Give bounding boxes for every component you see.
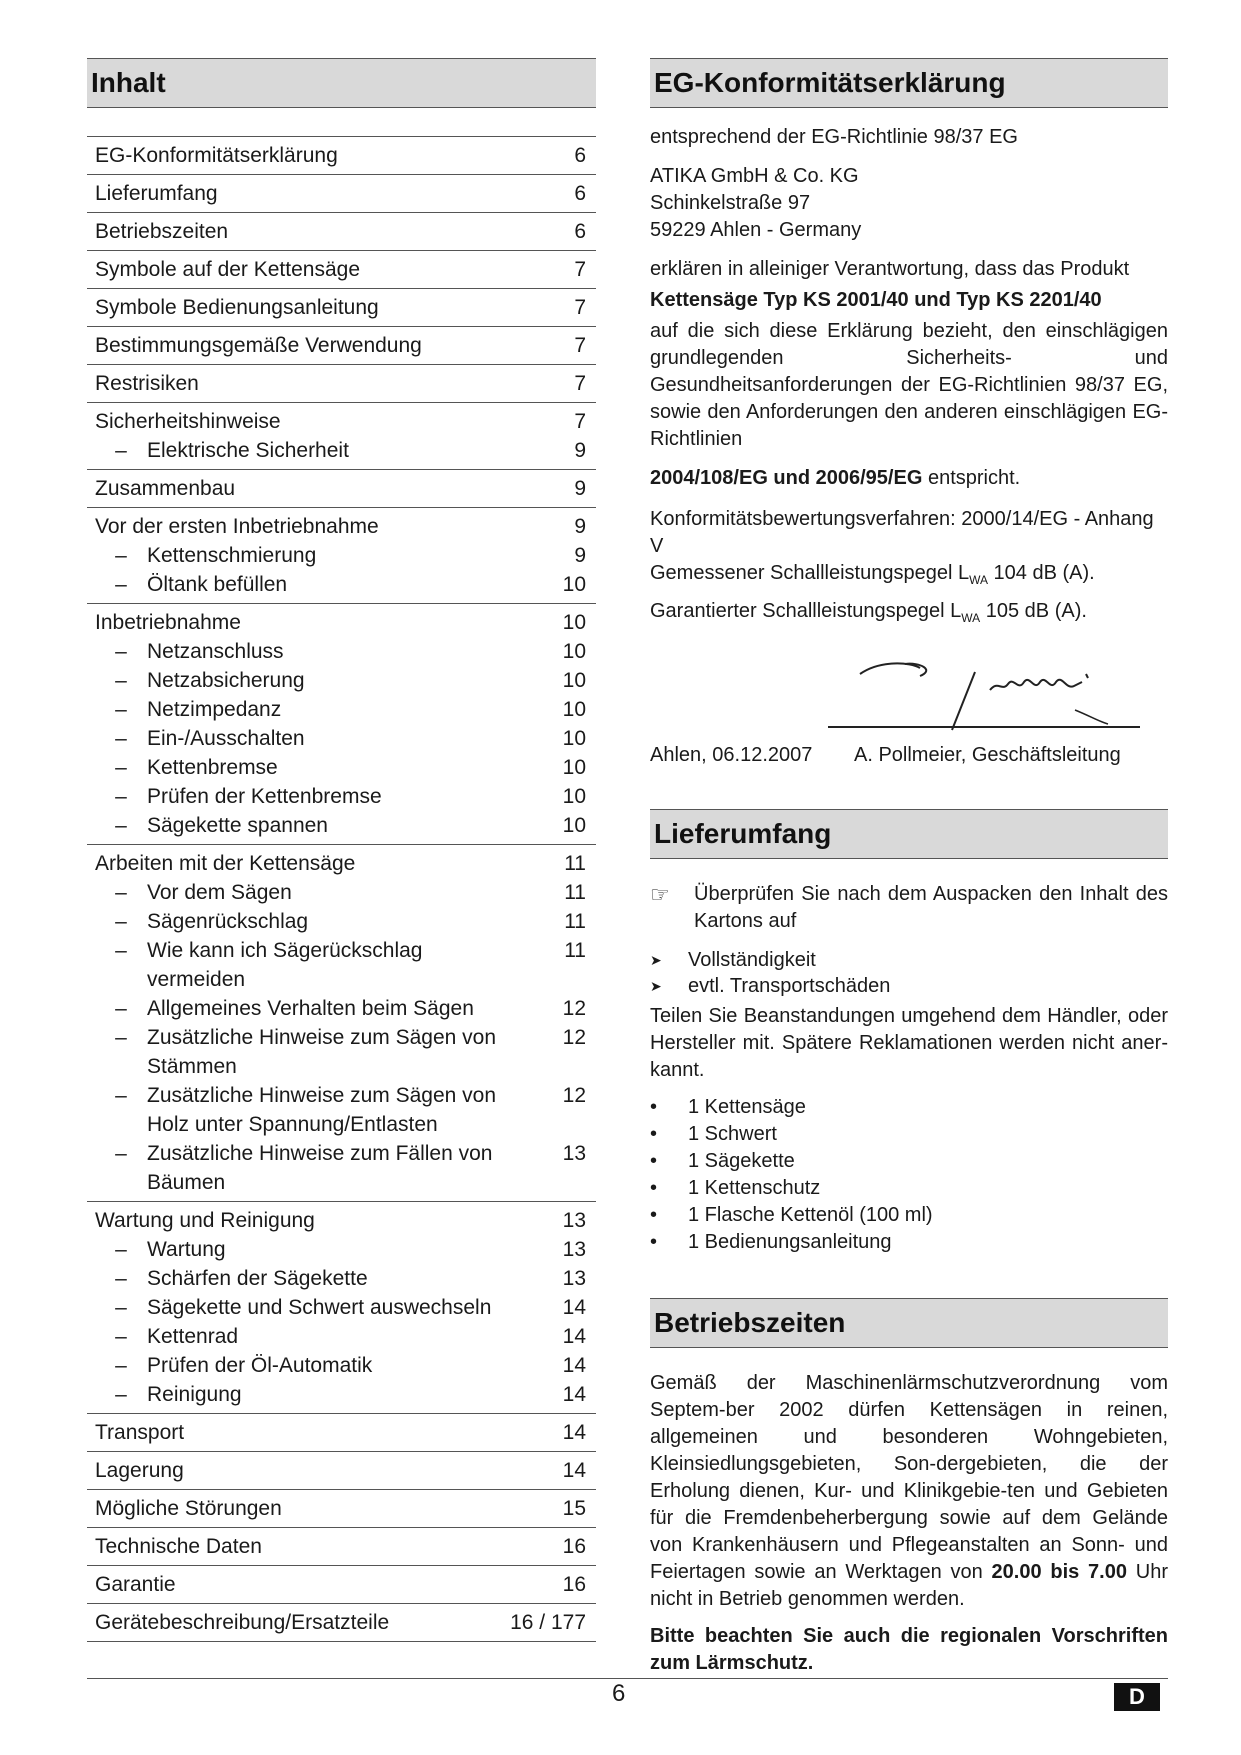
toc-group (87, 327, 596, 365)
toc-subentry-page: 11 (564, 881, 586, 904)
list-item (650, 1148, 1168, 1175)
dash-icon: – (115, 727, 127, 750)
toc-subentry-label: Sägenrückschlag (147, 910, 309, 933)
toc-subentry-page: 11 (564, 939, 586, 962)
toc-entry-label: Transport (95, 1421, 185, 1444)
place-date: Ahlen, 06.12.2007 (650, 744, 813, 766)
list-item-label: 1 Bedienungsanleitung (688, 1231, 892, 1253)
toc-subentry-label: Prüfen der Kettenbremse (147, 785, 382, 808)
toc-subentry-label: Kettenrad (147, 1325, 239, 1348)
toc-group (87, 1202, 596, 1414)
toc-entry-label: Arbeiten mit der Kettensäge (95, 852, 356, 875)
betrieb-heading: Betriebszeiten (650, 1298, 1168, 1348)
arrow-bullet-icon: ➤ (650, 978, 662, 994)
toc-entry-label: Symbole Bedienungsanleitung (95, 296, 379, 319)
toc-entry-label: Restrisiken (95, 372, 199, 395)
liefer-section (650, 881, 1168, 1256)
toc-entry-page: 13 (562, 1209, 586, 1232)
eg-guaranteed: Garantierter Schallleistungspegel $L_{WA}$ 105 dB (A). (650, 600, 1087, 625)
toc-group (87, 604, 596, 845)
list-item (650, 1229, 1168, 1256)
toc-subentry[interactable] (95, 878, 596, 907)
toc-subentry[interactable] (95, 1081, 596, 1139)
toc-entry-label: Symbole auf der Kettensäge (95, 258, 361, 281)
dash-icon: – (115, 439, 127, 462)
toc-entry-page: 7 (574, 372, 586, 395)
toc-subentry-label: Wartung (147, 1238, 226, 1261)
toc-entry-page: 9 (574, 477, 586, 500)
dash-icon: – (115, 1142, 127, 1165)
toc-heading: Inhalt (87, 58, 596, 108)
toc-group (87, 508, 596, 604)
toc-entry-label: Garantie (95, 1573, 176, 1596)
dash-icon: – (115, 1354, 127, 1377)
toc-subentry-page: 10 (562, 814, 586, 837)
toc-subentry[interactable] (95, 1139, 596, 1197)
toc-subentry[interactable] (95, 1293, 596, 1322)
toc-subentry-page: 13 (562, 1142, 586, 1165)
toc-entry-label: Inbetriebnahme (95, 611, 241, 634)
toc-group (87, 1490, 596, 1528)
dash-icon: – (115, 698, 127, 721)
toc-entry[interactable] (95, 217, 596, 246)
toc-entry-label: Wartung und Reinigung (95, 1209, 315, 1232)
toc-entry-label: Lieferumfang (95, 182, 218, 205)
toc-entry-label: Sicherheitshinweise (95, 410, 281, 433)
dash-icon: – (115, 544, 127, 567)
toc-entry-page: 16 (562, 1535, 586, 1558)
toc-group (87, 1452, 596, 1490)
toc-entry-page: 7 (574, 334, 586, 357)
toc-entry-page: 6 (574, 144, 586, 167)
toc-subentry-label: Zusätzliche Hinweise zum Sägen von Stämmen (147, 1026, 497, 1078)
toc-subentry[interactable] (95, 994, 596, 1023)
toc-entry-page: 6 (574, 220, 586, 243)
toc-subentry[interactable] (95, 1023, 596, 1081)
eg-street: Schinkelstraße 97 (650, 192, 811, 214)
list-item (650, 1175, 1168, 1202)
language-badge: D (1114, 1683, 1160, 1711)
eg-city: 59229 Ahlen - Germany (650, 219, 862, 241)
toc-subentry-page: 12 (562, 1026, 586, 1049)
dash-icon: – (115, 1238, 127, 1261)
toc-subentry-page: 14 (562, 1325, 586, 1348)
toc-subentry-label: Vor dem Sägen (147, 881, 292, 904)
eg-procedure: Konformitätsbewertungsverfahren: 2000/14/EG - Anhang V (650, 508, 1154, 557)
betrieb-section (650, 1370, 1168, 1677)
toc-group (87, 365, 596, 403)
toc-entry-page: 7 (574, 410, 586, 433)
dash-icon: – (115, 1026, 127, 1049)
page-number: 6 (612, 1680, 626, 1707)
toc-entry[interactable] (95, 608, 596, 637)
eg-section (650, 124, 1168, 769)
signature-icon (850, 652, 1140, 732)
toc-subentry[interactable] (95, 436, 596, 465)
toc-entry-label: Bestimmungsgemäße Verwendung (95, 334, 422, 357)
toc-group (87, 470, 596, 508)
toc-column (87, 58, 596, 1642)
toc-entry[interactable] (95, 1570, 596, 1599)
check-item-label: Vollständigkeit (688, 949, 816, 971)
toc-entry-label: Lagerung (95, 1459, 184, 1482)
toc-entry[interactable] (95, 849, 596, 878)
toc-subentry-label: Netzimpedanz (147, 698, 282, 721)
toc-entry-page: 7 (574, 258, 586, 281)
toc-subentry[interactable] (95, 1264, 596, 1293)
toc-subentry[interactable] (95, 695, 596, 724)
toc-group (87, 213, 596, 251)
toc-subentry-page: 14 (562, 1354, 586, 1377)
eg-directives: 2004/108/EG und 2006/95/EG entspricht. (650, 467, 1021, 489)
dash-icon: – (115, 1267, 127, 1290)
toc-subentry[interactable] (95, 1351, 596, 1380)
toc-subentry-page: 14 (562, 1296, 586, 1319)
toc-entry-page: 11 (564, 852, 586, 875)
betrieb-note: Bitte beachten Sie auch die regionalen Vorschriften zum Lärmschutz. (650, 1625, 1168, 1674)
toc-subentry-label: Öltank befüllen (147, 573, 288, 596)
toc-entry-page: 15 (562, 1497, 586, 1520)
toc-subentry-page: 12 (562, 1084, 586, 1107)
eg-product: Kettensäge Typ KS 2001/40 und Typ KS 2201/40 (650, 289, 1102, 311)
dash-icon: – (115, 939, 127, 962)
signature-line (828, 726, 1140, 728)
toc-entry-label: Mögliche Störungen (95, 1497, 282, 1520)
list-item-label: 1 Sägekette (688, 1150, 795, 1172)
toc-entry-page: 6 (574, 182, 586, 205)
eg-directive: entsprechend der EG-Richtlinie 98/37 EG (650, 126, 1018, 148)
toc-group (87, 289, 596, 327)
toc-entry[interactable] (95, 474, 596, 503)
list-item-label: 1 Schwert (688, 1123, 777, 1145)
toc-subentry-page: 10 (562, 698, 586, 721)
toc-subentry-page: 10 (562, 669, 586, 692)
toc-entry[interactable] (95, 1608, 596, 1637)
pointing-hand-icon: ☞ (650, 882, 670, 907)
toc-subentry-page: 10 (562, 785, 586, 808)
toc-entry[interactable] (95, 331, 596, 360)
toc-subentry-label: Netzabsicherung (147, 669, 305, 692)
toc-subentry-label: Kettenschmierung (147, 544, 317, 567)
check-item (650, 947, 1168, 973)
toc-subentry-page: 13 (562, 1267, 586, 1290)
toc-subentry-label: Ein-/Ausschalten (147, 727, 305, 750)
toc-subentry-page: 9 (574, 544, 586, 567)
toc-entry-label: Gerätebeschreibung/Ersatzteile (95, 1611, 390, 1634)
dash-icon: – (115, 814, 127, 837)
bullet-icon: • (650, 1231, 658, 1253)
toc-subentry-label: Kettenbremse (147, 756, 278, 779)
toc-entry[interactable] (95, 179, 596, 208)
toc-subentry-page: 10 (562, 727, 586, 750)
liefer-heading: Lieferumfang (650, 809, 1168, 859)
toc-entry-label: EG-Konformitätserklärung (95, 144, 338, 167)
toc-entry-page: 14 (562, 1459, 586, 1482)
dash-icon: – (115, 997, 127, 1020)
toc-subentry[interactable] (95, 907, 596, 936)
toc-subentry-page: 10 (562, 573, 586, 596)
toc-group (87, 403, 596, 470)
dash-icon: – (115, 1296, 127, 1319)
betrieb-text: Gemäß der Maschinenlärmschutzverordnung vom Septem-ber 2002 dürfen Kettensägen in reinen, allgemeinen und besonderen Wohngebieten, Kleinsiedlungsgebieten, Son-dergebieten, die der Erholung dienen, Kur- und Klinikgebie-ten und Gebieten für die Fremdenbeherbergung sowie auf dem Gelände von Krankenhäusern und Pflegeanstalten an Sonn- und Feiertagen sowie an Werktagen von 20.00 bis 7.00 Uhr nicht in Betrieb genommen werden. (650, 1372, 1168, 1610)
toc-subentry[interactable] (95, 666, 596, 695)
toc-subentry-label: Zusätzliche Hinweise zum Sägen von Holz unter Spannung/Entlasten (147, 1084, 497, 1136)
toc-entry-page: 16 / 177 (510, 1611, 586, 1634)
toc-subentry[interactable] (95, 1380, 596, 1409)
eg-measured: Gemessener Schallleistungspegel $L_{WA}$ 104 dB (A). (650, 562, 1095, 587)
toc-entry[interactable] (95, 255, 596, 284)
toc-group (87, 1566, 596, 1604)
eg-heading: EG-Konformitätserklärung (650, 58, 1168, 108)
dash-icon: – (115, 785, 127, 808)
content-column (650, 58, 1168, 1677)
toc-subentry-label: Sägekette und Schwert auswechseln (147, 1296, 492, 1319)
toc-entry-label: Vor der ersten Inbetriebnahme (95, 515, 379, 538)
toc-group (87, 1414, 596, 1452)
toc-entry-label: Zusammenbau (95, 477, 236, 500)
liefer-checks (650, 947, 1168, 999)
signatory: A. Pollmeier, Geschäftsleitung (854, 744, 1121, 766)
toc-subentry-label: Zusätzliche Hinweise zum Fällen von Bäumen (147, 1142, 493, 1194)
toc-group (87, 136, 596, 175)
toc-subentry-page: 13 (562, 1238, 586, 1261)
dash-icon: – (115, 1383, 127, 1406)
toc-entry[interactable] (95, 1532, 596, 1561)
eg-text: auf die sich diese Erklärung bezieht, den einschlägigen grundlegenden Sicherheits- und Gesundheitsanforderungen der EG-Richtlinien 98/37 EG, sowie den Anforderungen den anderen einschlägigen EG-Richtlinien (650, 320, 1168, 450)
toc-subentry-label: Reinigung (147, 1383, 242, 1406)
toc-group (87, 1604, 596, 1642)
toc-subentry-label: Allgemeines Verhalten beim Sägen (147, 997, 474, 1020)
signature (650, 646, 1168, 756)
list-item (650, 1121, 1168, 1148)
toc-subentry-label: Elektrische Sicherheit (147, 439, 349, 462)
check-item-label: evtl. Transportschäden (688, 975, 891, 997)
toc-entry-label: Betriebszeiten (95, 220, 229, 243)
toc-subentry[interactable] (95, 637, 596, 666)
toc-subentry-page: 14 (562, 1383, 586, 1406)
dash-icon: – (115, 881, 127, 904)
toc-subentry-label: Sägekette spannen (147, 814, 328, 837)
list-item (650, 1202, 1168, 1229)
list-item-label: 1 Kettenschutz (688, 1177, 821, 1199)
toc-entry[interactable] (95, 1418, 596, 1447)
toc-subentry-label: Wie kann ich Sägerückschlag vermeiden (147, 939, 423, 991)
list-item-label: 1 Kettensäge (688, 1096, 806, 1118)
dash-icon: – (115, 756, 127, 779)
toc-subentry-page: 10 (562, 756, 586, 779)
toc-subentry-label: Schärfen der Sägekette (147, 1267, 368, 1290)
toc-subentry-page: 11 (564, 910, 586, 933)
toc-entry[interactable] (95, 141, 596, 170)
toc-entry-page: 16 (562, 1573, 586, 1596)
toc-entry[interactable] (95, 369, 596, 398)
toc-subentry[interactable] (95, 936, 596, 994)
eg-company: ATIKA GmbH & Co. KG (650, 165, 859, 187)
toc-entry[interactable] (95, 407, 596, 436)
toc-entry[interactable] (95, 1206, 596, 1235)
dash-icon: – (115, 640, 127, 663)
toc-subentry[interactable] (95, 1322, 596, 1351)
toc-group (87, 251, 596, 289)
toc-subentry-page: 9 (574, 439, 586, 462)
toc-subentry[interactable] (95, 1235, 596, 1264)
footer-rule (87, 1678, 1168, 1679)
toc-subentry[interactable] (95, 811, 596, 840)
toc-subentry-page: 12 (562, 997, 586, 1020)
toc-entry[interactable] (95, 1494, 596, 1523)
check-item (650, 973, 1168, 999)
toc-subentry-label: Netzanschluss (147, 640, 284, 663)
toc-subentry[interactable] (95, 753, 596, 782)
bullet-icon: • (650, 1096, 658, 1118)
table-of-contents (87, 136, 596, 1642)
dash-icon: – (115, 1084, 127, 1107)
toc-group (87, 1528, 596, 1566)
toc-entry[interactable] (95, 1456, 596, 1485)
liefer-hint: ☞ Überprüfen Sie nach dem Auspacken den Inhalt des Kartons auf (650, 881, 1168, 935)
list-item-label: 1 Flasche Kettenöl (100 ml) (688, 1204, 933, 1226)
toc-subentry[interactable] (95, 570, 596, 599)
liefer-report: Teilen Sie Beanstandungen umgehend dem Händler, oder Hersteller mit. Spätere Reklamationen werden nicht aner-kannt. (650, 1005, 1168, 1081)
toc-subentry-page: 10 (562, 640, 586, 663)
dash-icon: – (115, 573, 127, 596)
bullet-icon: • (650, 1177, 658, 1199)
dash-icon: – (115, 669, 127, 692)
toc-group (87, 175, 596, 213)
liefer-items (650, 1094, 1168, 1256)
toc-entry-page: 14 (562, 1421, 586, 1444)
dash-icon: – (115, 1325, 127, 1348)
toc-entry-label: Technische Daten (95, 1535, 262, 1558)
toc-entry[interactable] (95, 293, 596, 322)
list-item (650, 1094, 1168, 1121)
bullet-icon: • (650, 1150, 658, 1172)
bullet-icon: • (650, 1123, 658, 1145)
toc-subentry[interactable] (95, 782, 596, 811)
toc-subentry-label: Prüfen der Öl-Automatik (147, 1354, 373, 1377)
toc-subentry[interactable] (95, 724, 596, 753)
bullet-icon: • (650, 1204, 658, 1226)
eg-declare: erklären in alleiniger Verantwortung, dass das Produkt (650, 258, 1130, 280)
arrow-bullet-icon: ➤ (650, 952, 662, 968)
toc-subentry[interactable] (95, 541, 596, 570)
dash-icon: – (115, 910, 127, 933)
toc-entry-page: 7 (574, 296, 586, 319)
toc-entry[interactable] (95, 512, 596, 541)
toc-group (87, 845, 596, 1202)
toc-entry-page: 10 (562, 611, 586, 634)
toc-entry-page: 9 (574, 515, 586, 538)
